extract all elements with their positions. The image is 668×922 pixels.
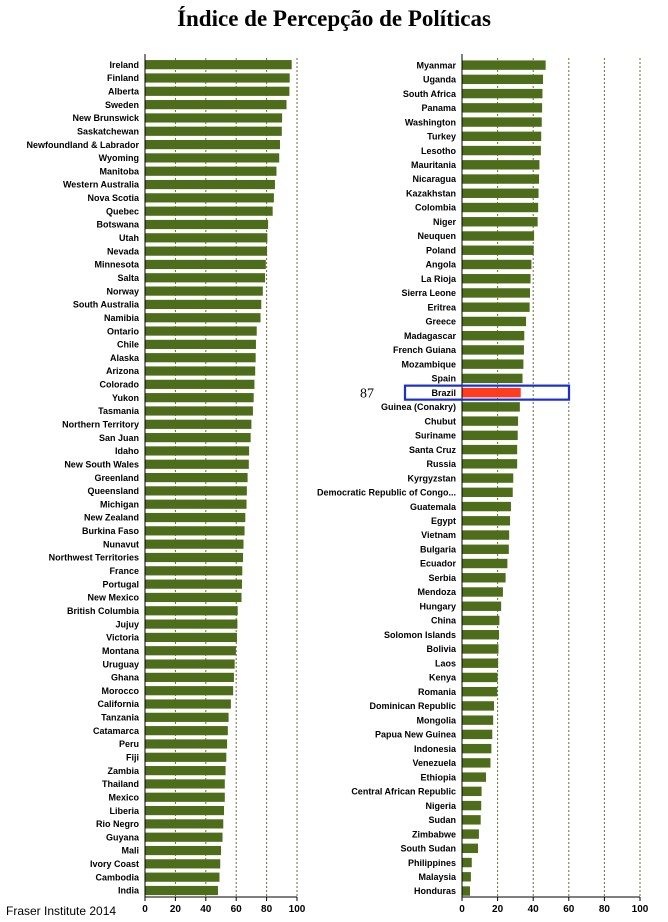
category-label: Morocco [101,685,139,696]
bar [145,220,268,229]
bar [145,207,273,216]
bar [145,739,227,748]
bar [145,420,251,429]
category-label: Democratic Republic of Congo... [316,487,456,498]
bar [145,100,287,109]
category-label: Portugal [102,579,139,590]
category-label: Vietnam [421,530,456,541]
bar [462,146,541,155]
category-label: Quebec [105,206,139,217]
bar [145,766,226,775]
bar [145,713,229,722]
bar [462,644,498,653]
category-label: Northwest Territories [48,552,139,563]
bar [145,846,221,855]
bar [462,374,523,383]
bar [145,380,254,389]
category-label: Dominican Republic [369,701,456,712]
x-tick-label: 0 [459,904,465,915]
category-label: New Mexico [87,592,139,603]
category-label: Solomon Islands [383,629,456,640]
category-label: New Brunswick [72,113,139,124]
category-label: Newfoundland & Labrador [26,139,139,150]
category-label: Thailand [101,779,139,790]
bar [462,260,531,269]
category-label: Rio Negro [95,819,139,830]
category-label: Chubut [424,416,456,427]
category-label: Northern Territory [62,419,139,430]
category-label: Laos [434,658,456,669]
bar [462,516,510,525]
bar [145,287,263,296]
bar [145,646,236,655]
bar [145,273,265,282]
bar [462,60,546,69]
bar [145,540,243,549]
category-label: Arizona [105,366,139,377]
category-label: Western Australia [62,179,139,190]
bar [462,587,503,596]
bar [462,530,509,539]
bar [145,87,289,96]
category-label: Michigan [99,499,139,510]
category-label: Sierra Leone [401,288,456,299]
category-label: Yukon [111,392,139,403]
category-label: Bulgaria [419,544,456,555]
category-label: Kenya [428,672,456,683]
category-label: Mozambique [401,359,456,370]
bar [462,288,530,297]
bar [462,787,482,796]
category-label: Guyana [105,832,139,843]
bar [462,317,526,326]
bar [145,193,274,202]
category-label: Bolivia [426,644,456,655]
bar [462,602,501,611]
bar [145,819,223,828]
category-label: Mendoza [417,587,456,598]
category-label: Alberta [107,86,139,97]
category-label: Turkey [427,131,456,142]
bar [462,473,513,482]
category-label: French Guiana [392,345,456,356]
bar [462,630,499,639]
bar [462,274,531,283]
x-tick-label: 80 [598,904,610,915]
bar [462,502,511,511]
category-label: Tasmania [98,406,139,417]
bar [145,60,292,69]
bar [145,460,249,469]
category-label: Manitoba [99,166,139,177]
bar [145,833,223,842]
bar [145,726,228,735]
bar [462,416,518,425]
category-label: Salta [117,272,139,283]
category-label: Colorado [99,379,139,390]
category-label: Victoria [106,632,139,643]
x-tick-label: 60 [563,904,575,915]
x-tick-label: 20 [169,904,181,915]
category-label: Russia [426,459,456,470]
category-label: Nigeria [425,800,456,811]
category-label: Ireland [109,59,139,70]
bar [145,593,242,602]
category-label: Uruguay [102,659,139,670]
bar [145,606,238,615]
category-label: Montana [102,645,139,656]
bar [462,559,507,568]
bar [462,246,534,255]
category-label: South Africa [402,88,456,99]
bar [145,699,231,708]
category-label: Poland [425,245,456,256]
bar [462,687,497,696]
category-label: Fiji [126,752,139,763]
bar [145,73,290,82]
bar [145,233,267,242]
category-label: Zimbabwe [411,829,456,840]
category-label: Malaysia [418,872,456,882]
bar [462,160,539,169]
bar [462,75,543,84]
bar [462,829,479,838]
bar [462,445,517,454]
bar [145,553,243,562]
category-label: Alaska [109,352,139,363]
bar [145,167,276,176]
category-label: Greece [425,316,456,327]
category-label: Spain [431,373,456,384]
category-label: Ecuador [419,558,456,569]
x-tick-label: 20 [492,904,504,915]
category-label: Tanzania [101,712,139,723]
x-tick-label: 60 [230,904,242,915]
bar [145,500,247,509]
source-caption: Fraser Institute 2014 [6,904,117,918]
rank-annotation: 87 [360,386,374,402]
bar [145,300,261,309]
bar [145,580,242,589]
category-label: Finland [107,73,139,84]
category-label: Idaho [115,446,139,457]
category-label: Indonesia [413,743,456,754]
bar [462,345,524,354]
category-label: Norway [106,286,139,297]
category-label: Kyrgyzstan [407,473,456,484]
bar [462,801,481,810]
category-label: Uganda [422,74,456,85]
category-label: Chile [116,339,139,350]
bar [462,103,542,112]
chart-title: Índice de Percepção de Políticas [177,6,491,31]
bar [462,844,478,853]
category-label: Angola [425,259,456,270]
bar [145,313,261,322]
category-label: Honduras [413,886,456,897]
category-label: Venezuela [412,758,456,769]
bar [145,513,245,522]
x-tick-label: 100 [631,904,649,915]
bar [462,331,524,340]
category-label: Romania [417,686,456,697]
bar [145,779,225,788]
category-label: Saskatchewan [76,126,139,137]
bar [462,573,506,582]
bar [145,353,256,362]
category-label: Botswana [96,219,139,230]
category-label: Sweden [104,99,139,110]
bar [145,673,234,682]
bar [462,231,534,240]
category-label: Wyoming [98,153,139,164]
bar [462,659,498,668]
category-label: Mauritania [410,160,456,170]
category-label: Ghana [110,672,139,683]
category-label: Washington [404,117,456,128]
bar [145,526,245,535]
category-label: Utah [119,233,139,244]
category-label: South Australia [72,299,139,310]
category-label: Philippines [407,857,456,868]
category-label: Kazakhstan [405,188,456,199]
bar [462,545,509,554]
bar [145,247,267,256]
bar [145,859,220,868]
bar [145,620,237,629]
bar [145,659,235,668]
category-label: Santa Cruz [408,444,456,455]
category-label: Mongolia [416,715,456,726]
bar [145,180,275,189]
bar [462,872,471,881]
category-label: Madagascar [403,330,456,341]
category-label: Jujuy [115,619,139,630]
bar [145,127,282,136]
category-label: Hungary [419,601,456,612]
category-label: La Rioja [420,273,456,284]
category-label: Nevada [106,246,139,257]
category-label: Central African Republic [351,786,456,797]
bar [145,366,255,375]
bar [145,113,282,122]
category-label: California [97,699,139,710]
bar [145,686,233,695]
bar [462,744,491,753]
bar [462,303,530,312]
bar [145,633,237,642]
bar [462,886,470,895]
category-label: Guatemala [409,501,456,512]
bar [462,132,541,141]
bar [462,730,492,739]
bar [462,815,481,824]
category-label: Zambia [107,765,139,776]
category-label: New Zealand [83,512,139,523]
category-label: France [109,566,139,577]
category-label: Catamarca [92,725,139,736]
category-label: San Juan [98,432,139,443]
bar [145,393,254,402]
category-label: Ethiopia [420,772,456,783]
bar [145,486,247,495]
category-label: New South Wales [64,459,139,470]
category-label: Serbia [428,572,456,583]
x-tick-label: 40 [527,904,539,915]
category-label: Burkina Faso [81,526,139,537]
bar [145,326,257,335]
category-label: Sudan [428,815,456,826]
bar [462,715,493,724]
bar [462,117,542,126]
category-label: Nova Scotia [87,193,139,204]
bar [145,566,242,575]
category-label: Papua New Guinea [374,729,456,740]
category-label: Egypt [430,516,456,526]
category-label: Minnesota [94,259,139,270]
x-tick-label: 0 [142,904,148,915]
category-label: Namibia [103,312,139,323]
category-label: Mexico [108,792,139,803]
bar [145,753,226,762]
category-label: Lesotho [421,145,456,156]
category-label: Myanmar [416,60,456,71]
bar [462,89,542,98]
bar [145,793,225,802]
bar [145,340,256,349]
bar [462,402,520,411]
category-label: Nunavut [103,539,139,550]
bar [145,406,253,415]
category-label: Ivory Coast [89,859,139,870]
bar [462,701,494,710]
bar [462,189,539,198]
category-label: Liberia [109,805,139,816]
category-label: China [430,615,456,626]
bar [462,174,539,183]
category-label: Colombia [414,202,456,213]
bar [145,473,248,482]
x-tick-label: 80 [261,904,273,915]
category-label: Guinea (Conakry) [380,402,456,413]
bar [145,806,224,815]
bar [462,217,538,226]
category-label: Suriname [414,430,456,441]
category-label: Greenland [94,472,139,483]
bar-highlight-brazil [462,388,521,397]
bar [145,433,251,442]
category-label: India [117,885,139,896]
bar [462,758,490,767]
x-tick-label: 100 [288,904,306,915]
category-label: Queensland [87,486,139,497]
bar [462,359,523,368]
category-label: Mali [121,845,139,856]
category-label: Ontario [106,326,139,337]
category-label: Eritrea [427,302,456,313]
bar [462,673,498,682]
bar [462,488,513,497]
bar [462,459,517,468]
bar [145,873,219,882]
bar [145,140,280,149]
bar [145,153,279,162]
bar [462,203,538,212]
category-label: Peru [118,739,139,750]
category-label: Panama [421,103,456,114]
bar [145,446,249,455]
category-label: British Columbia [66,605,139,616]
category-label: Niger [432,216,456,227]
category-label: Cambodia [95,872,139,883]
bar [462,616,499,625]
bar [462,858,472,867]
category-label: Nicaragua [412,174,456,185]
category-label: Neuquen [417,231,456,242]
bar [462,431,518,440]
category-label: Brazil [431,387,456,398]
bar [145,260,266,269]
bar [462,772,486,781]
x-tick-label: 40 [200,904,212,915]
category-label: South Sudan [400,843,456,854]
bar [145,886,218,895]
